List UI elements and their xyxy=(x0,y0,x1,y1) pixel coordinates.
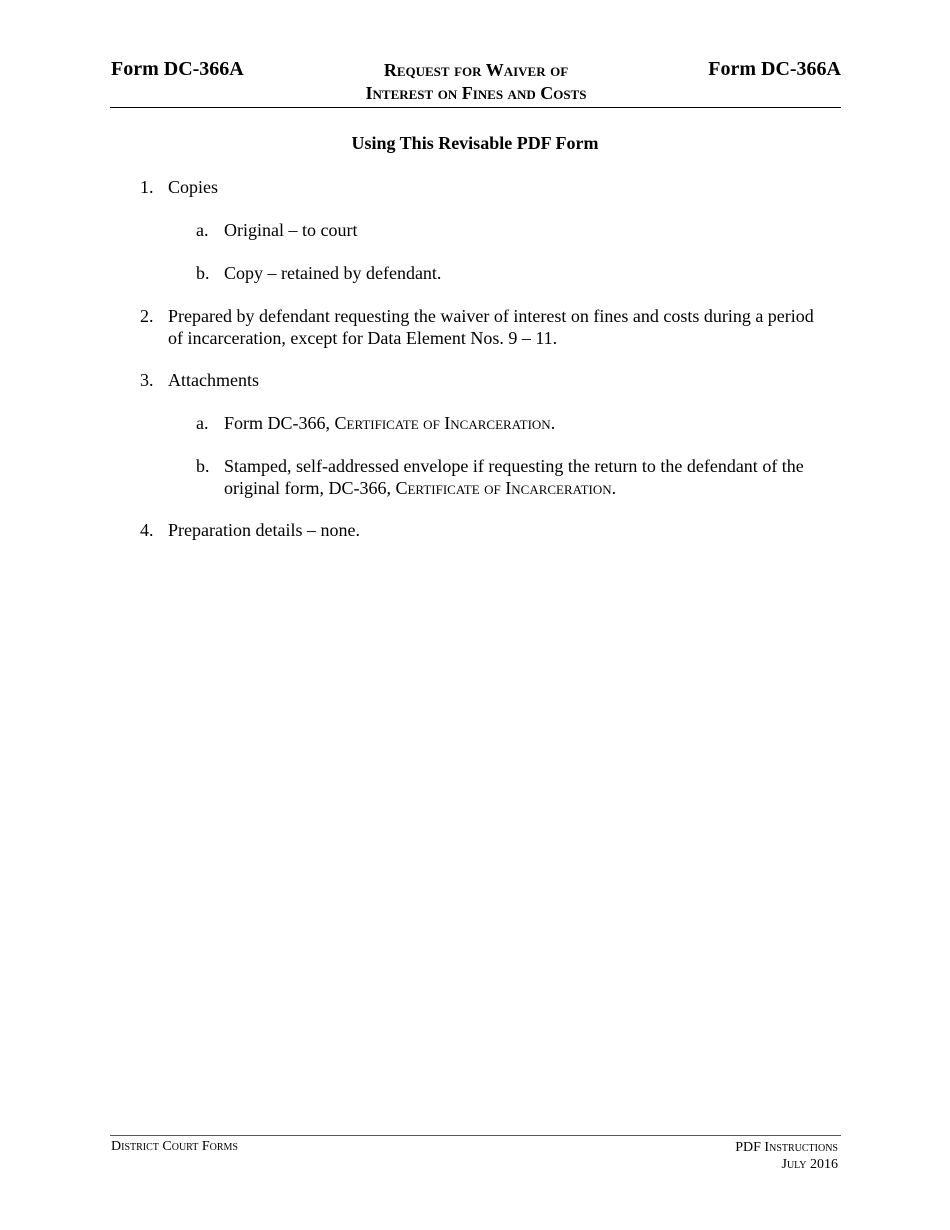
item-number: 1. xyxy=(140,177,154,197)
sub-item-text: Copy – retained by defendant. xyxy=(224,263,442,283)
document-title-reference: Certificate of Incarceration xyxy=(334,413,551,433)
sub-item-suffix: . xyxy=(550,413,556,433)
sub-item-1a xyxy=(196,219,836,241)
sub-item-1b xyxy=(196,262,836,284)
item-text: Preparation details – none. xyxy=(168,520,360,540)
sub-item-letter: a. xyxy=(196,220,209,240)
list-item-1 xyxy=(140,176,840,198)
list-item-4 xyxy=(140,519,840,541)
sub-item-prefix: Form DC-366, xyxy=(224,413,331,433)
form-title-line-2: Interest on Fines and Costs xyxy=(365,83,587,103)
sub-item-text-line-1: Stamped, self-addressed envelope if requesting the return to the defendant of the xyxy=(224,456,804,476)
list-item-2 xyxy=(140,305,840,349)
sub-item-3a xyxy=(196,412,836,434)
form-number-right: Form DC-366A xyxy=(708,58,841,80)
footer-divider xyxy=(110,1135,841,1136)
sub-item-text-line-2 xyxy=(224,477,616,499)
footer-right-line-2: July 2016 xyxy=(781,1157,838,1172)
page-header xyxy=(111,58,841,108)
item-text-line-1: Prepared by defendant requesting the waiver of interest on fines and costs during a period xyxy=(168,306,814,326)
sub-item-letter: b. xyxy=(196,263,210,283)
item-text: Attachments xyxy=(168,370,259,390)
item-text-line-2: of incarceration, except for Data Element Nos. 9 – 11. xyxy=(168,328,558,348)
sub-item-letter: b. xyxy=(196,456,210,476)
item-number: 4. xyxy=(140,520,154,540)
footer-right xyxy=(735,1139,838,1173)
section-title: Using This Revisable PDF Form xyxy=(351,133,599,153)
document-title-reference: Certificate of Incarceration xyxy=(395,478,612,498)
sub-item-prefix: original form, DC-366, xyxy=(224,478,391,498)
sub-item-suffix: . xyxy=(611,478,617,498)
sub-item-letter: a. xyxy=(196,413,209,433)
sub-item-text: Original – to court xyxy=(224,220,358,240)
form-number-left: Form DC-366A xyxy=(111,58,244,80)
footer-left: District Court Forms xyxy=(111,1139,238,1154)
form-title-line-1: Request for Waiver of xyxy=(383,60,569,80)
footer-right-line-1: PDF Instructions xyxy=(735,1140,838,1155)
item-text: Copies xyxy=(168,177,219,197)
list-item-3 xyxy=(140,369,840,391)
sub-item-text xyxy=(224,412,555,434)
header-divider xyxy=(110,107,841,108)
item-number: 2. xyxy=(140,306,154,326)
item-number: 3. xyxy=(140,370,154,390)
sub-item-3b xyxy=(196,455,836,499)
